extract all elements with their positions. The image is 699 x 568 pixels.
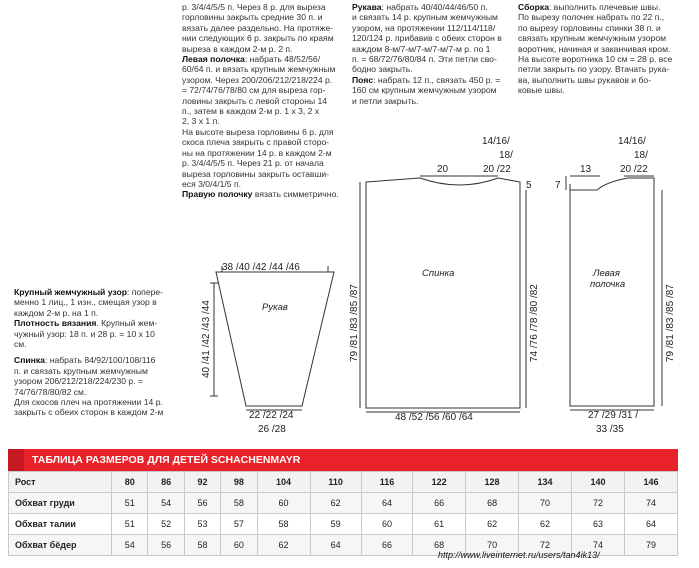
size-table-header — [8, 449, 678, 471]
back-shoulder-label-1: 14/16/ — [482, 136, 510, 147]
sleeve-bottom-label-1: 22 /22 /24 — [249, 410, 294, 421]
back-shoulder-label-2: 18/ — [499, 150, 513, 161]
back-neck-label: 20 — [437, 164, 449, 175]
front-shoulder-label-1: 14/16/ — [618, 136, 646, 147]
sleeve-bottom-label-2: 26 /28 — [258, 424, 286, 435]
sleeve-left-label: 40 /41 /42 /43 /44 — [201, 300, 212, 378]
table-row: Рост 80 86 92 98 104 110 116 122 128 134 140 146 — [9, 472, 678, 493]
back-shoulder-label-3: 20 /22 — [483, 164, 511, 175]
back-diagram — [360, 176, 526, 412]
table-row: Обхват груди 51 54 56 58 60 62 64 66 68 70 72 74 — [9, 493, 678, 514]
front-title-2: полочка — [590, 279, 626, 290]
table-row: Обхват бёдер 54 56 58 60 62 64 66 68 70 72 74 79 — [9, 535, 678, 556]
front-bottom-label-2: 33 /35 — [596, 424, 624, 435]
sleeve-top-label: 38 /40 /42 /44 /46 — [222, 262, 300, 273]
front-neck-label: 13 — [580, 164, 592, 175]
back-left-label: 79 /81 /83 /85 /87 — [349, 284, 360, 362]
back-right-label: 74 /76 /78 /80 /82 — [529, 284, 540, 362]
table-row: Обхват талии 51 52 53 57 58 59 60 61 62 62 63 64 — [9, 514, 678, 535]
text-column-front: р. 3/4/4/5/5 п. Через 8 р. для выреза горловины закрыть средние 30 п. и вязать далее раздельно. На протяже- нии следующих 6 р. закрыть по краям выреза в каждом 2-м р. 2 п. Левая полочка: набрать 48/52/56/ 60/64 п. и вязать крупным жемчужным узором. Через 200/206/212/218/224 р. = 72/74/76/78/80 см для выреза гор- ловины закрыть с левой стороны 14 п., затем в каждом 2-м р. 1 х 3, 2 х 2, 3 х 1 п. На высоте выреза горловины 6 р. для скоса плеча закрыть с правой сторо- ны на протяжении 14 р. в каждом 2-м р. 3/4/4/5/5 п. Через 21 р. от начала выреза горловины закрыть оставши- еся 3/0/4/1/5 п. Правую полочку вязать симметрично. — [182, 2, 339, 200]
back-title: Спинка — [422, 268, 455, 279]
size-table-grid — [8, 471, 678, 556]
front-drop-label: 7 — [555, 180, 561, 191]
back-bottom-label: 48 /52 /56 /60 /64 — [395, 412, 473, 423]
watermark-url: http://www.liveinternet.ru/users/tan4ik13/ — [438, 550, 600, 560]
back-drop-label: 5 — [526, 180, 532, 191]
sleeve-title: Рукав — [262, 302, 288, 313]
front-shoulder-label-3: 20 /22 — [620, 164, 648, 175]
text-column-pattern: Крупный жемчужный узор: попере- менно 1 лиц., 1 изн., смещая узор в каждом 2-м р. на 1 п. Плотность вязания. Крупный жем- чужный узор: 18 п. и 28 р. = 10 х 10 см. Спинка: набрать 84/92/100/108/116 п. и связать крупным жемчужным узором 206/212/218/224/230 р. = 74/76/78/80/82 см. Для скосов плеч на протяжении 14 р. закрыть с обеих сторон в каждом 2-м — [14, 287, 164, 418]
front-bottom-label-1: 27 /29 /31 / — [588, 410, 639, 421]
front-diagram — [566, 176, 662, 410]
sleeve-diagram — [210, 266, 334, 410]
size-table — [8, 449, 678, 556]
header-corner-mark — [8, 449, 24, 471]
size-table-title: ТАБЛИЦА РАЗМЕРОВ ДЛЯ ДЕТЕЙ SCHACHENMAYR — [32, 454, 301, 466]
text-column-sleeves: Рукава: набрать 40/40/44/46/50 п. и связать 14 р. крупным жемчужным узором, на протяжении 112/114/118/ 120/124 р. прибавив с обеих сторон в каждом 8-м/7-м/7-м/7-м/7-м р. по 1 п. = 68/72/76/80/84 п. Эти петли сво- бодно закрыть. Пояс: набрать 12 п., связать 450 р. = 160 см крупным жемчужным узором и петли закрыть. — [352, 2, 502, 106]
text-column-assembly: Сборка: выполнить плечевые швы. По вырезу полочек набрать по 22 п., по вырезу горловины спинки 38 п. и связать крупным жемчужным узором воротник, начиная и заканчивая кром. На высоте воротника 10 см = 28 р. все петли закрыть по узору. Втачать рука- ва, выполнить швы рукавов и бо- ковые швы. — [518, 2, 673, 96]
front-title-1: Левая — [593, 268, 620, 279]
front-right-label: 79 /81 /83 /85 /87 — [665, 284, 676, 362]
front-shoulder-label-2: 18/ — [634, 150, 648, 161]
